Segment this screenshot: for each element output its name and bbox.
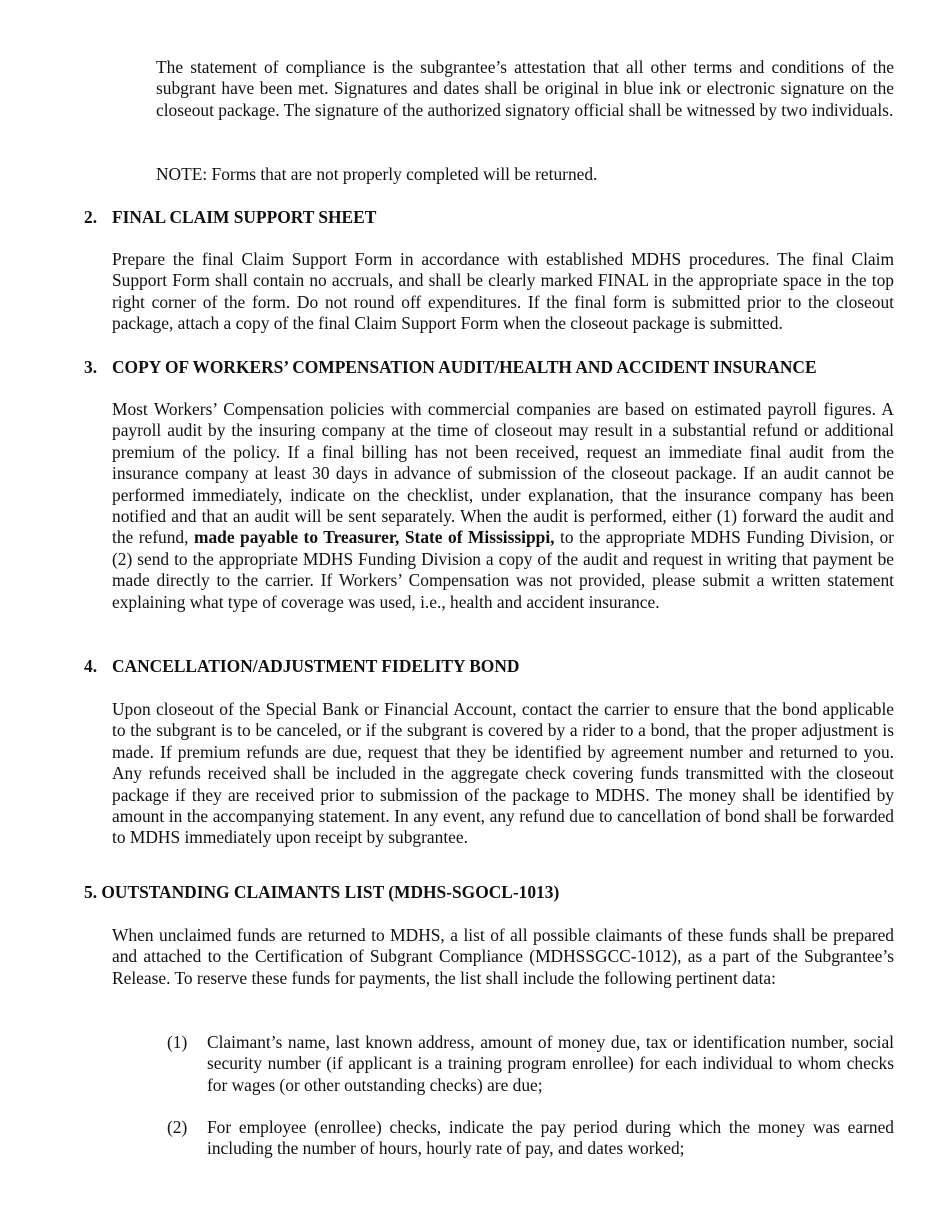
section-2-number: 2.	[84, 207, 98, 227]
claimant-list-item-1	[167, 1032, 894, 1096]
section-4-body-text: Upon closeout of the Special Bank or Financial Account, contact the carrier to ensure that the bond applicable to the subgrant is to be canceled, or if the subgrant is covered by a rider to a bond, that the proper adjustment is made. If premium refunds are due, request that they be identified by agreement number and returned to you. Any refunds received shall be included in the aggregate check covering funds transmitted with the closeout package if they are received prior to submission of the package to MDHS. The money shall be identified by amount in the accompanying statement. In any event, any refund due to cancellation of bond shall be forwarded to MDHS immediately upon receipt by subgrantee.	[112, 699, 894, 848]
section-2-body	[112, 249, 894, 335]
list-marker: (2)	[167, 1117, 188, 1137]
section-5-heading	[84, 882, 559, 903]
section-2-heading	[84, 207, 376, 228]
claimant-list-item-2	[167, 1117, 894, 1160]
section-3-payable-bold: made payable to Treasurer, State of Mississippi,	[193, 527, 555, 548]
list-item-text: For employee (enrollee) checks, indicate the pay period during which the money was earned including the number of hours, hourly rate of pay, and dates worked;	[207, 1117, 894, 1159]
note-paragraph	[156, 164, 894, 185]
section-3-body-part2: to the appropriate MDHS Funding Division, or (2) send to the appropriate MDHS Funding Division a copy of the audit and request in writing that payment be made directly to the carrier. If Workers’ Compensation was not provided, please submit a written statement explaining what type of coverage was used, i.e., health and accident insurance.	[112, 527, 894, 612]
note-text: NOTE: Forms that are not properly completed will be returned.	[156, 164, 598, 184]
section-4-body	[112, 699, 894, 849]
section-3-body	[112, 399, 894, 613]
section-5-title: 5. OUTSTANDING CLAIMANTS LIST (MDHS-SGOCL-1013)	[84, 882, 560, 902]
section-4-heading	[84, 656, 519, 677]
section-2-body-text: Prepare the final Claim Support Form in accordance with established MDHS procedures. The final Claim Support Form shall contain no accruals, and shall be clearly marked FINAL in the appropriate space in the top right corner of the form. Do not round off expenditures. If the final form is submitted prior to the closeout package, attach a copy of the final Claim Support Form when the closeout package is submitted.	[112, 249, 894, 334]
list-marker: (1)	[167, 1032, 188, 1052]
section-3-body-text	[112, 399, 894, 613]
section-5-body	[112, 925, 894, 989]
section-2-title: FINAL CLAIM SUPPORT SHEET	[112, 207, 377, 227]
list-item-text: Claimant’s name, last known address, amount of money due, tax or identification number, social security number (if applicant is a training program enrollee) for each individual to whom checks for wages (or other outstanding checks) are due;	[207, 1032, 894, 1095]
compliance-paragraph	[156, 57, 894, 121]
section-4-number: 4.	[84, 656, 98, 676]
compliance-paragraph-text: The statement of compliance is the subgrantee’s attestation that all other terms and conditions of the subgrant have been met. Signatures and dates shall be original in blue ink or electronic signature on the closeout package. The signature of the authorized signatory official shall be witnessed by two individuals.	[156, 57, 894, 120]
section-3-number: 3.	[84, 357, 98, 377]
section-5-body-text: When unclaimed funds are returned to MDHS, a list of all possible claimants of these funds shall be prepared and attached to the Certification of Subgrant Compliance (MDHSSGCC-1012), as a part of the Subgrantee’s Release. To reserve these funds for payments, the list shall include the following pertinent data:	[112, 925, 894, 988]
section-4-title: CANCELLATION/ADJUSTMENT FIDELITY BOND	[112, 656, 520, 676]
section-3-heading	[84, 357, 817, 378]
section-3-body-part1: Most Workers’ Compensation policies with commercial companies are based on estimated payroll figures. A payroll audit by the insuring company at the time of closeout may result in a substantial refund or additional premium of the policy. If a final billing has not been received, request an immediate final audit from the insurance company at least 30 days in advance of submission of the closeout package. If an audit cannot be performed immediately, indicate on the checklist, under explanation, that the insurance company has been notified and that an audit will be sent separately. When the audit is performed, either (1) forward the audit and the refund,	[112, 399, 894, 548]
section-3-title: COPY OF WORKERS’ COMPENSATION AUDIT/HEALTH AND ACCIDENT INSURANCE	[112, 357, 817, 377]
